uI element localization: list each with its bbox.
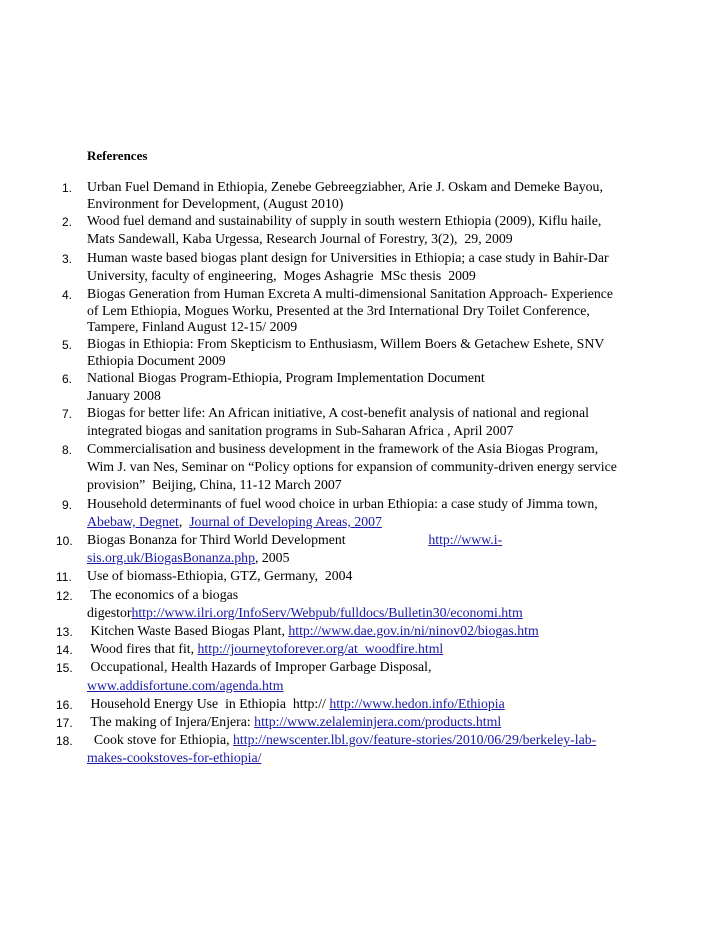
reference-text-run: Ethiopia Document 2009 [87,353,226,369]
reference-number: 8. [62,443,73,458]
reference-line [87,695,687,713]
reference-item [0,285,728,335]
reference-line [87,285,687,303]
reference-link[interactable]: http://journeytoforever.org/at_woodfire.html [197,641,444,657]
reference-link[interactable]: www.addisfortune.com/agenda.htm [87,677,284,693]
reference-line [87,713,687,731]
reference-number: 3. [62,251,73,266]
reference-item [0,178,728,212]
reference-line [87,677,687,695]
reference-number: 11. [56,570,72,585]
reference-line [87,440,687,458]
reference-text-run: integrated biogas and sanitation programs in Sub-Saharan Africa , April 2007 [87,422,514,438]
reference-text-run: digestor [87,604,132,620]
reference-text-run: The making of Injera/Enjera: [87,714,255,730]
reference-number: 4. [62,288,73,303]
reference-text-run: Urban Fuel Demand in Ethiopia, Zenebe Gebreegziabher, Arie J. Oskam and Demeke Bayou, [87,179,603,194]
reference-text [87,335,687,369]
reference-link[interactable]: makes-cookstoves-for-ethiopia/ [87,750,262,766]
reference-item [0,695,728,713]
reference-item [0,249,728,285]
reference-line [87,303,687,319]
reference-number: 2. [62,215,73,230]
reference-text-run: National Biogas Program-Ethiopia, Program Implementation Document [87,370,485,386]
reference-number: 6. [62,372,73,387]
reference-link[interactable]: http://www.ilri.org/InfoServ/Webpub/fulldocs/Bulletin30/economi.htm [131,604,523,620]
reference-text-run: of Lem Ethiopia, Mogues Worku, Presented at the 3rd International Dry Toilet Conference, [87,303,590,319]
reference-item [0,440,728,495]
reference-number: 13. [56,625,73,640]
reference-text-run: Biogas Generation from Human Excreta A multi-dimensional Sanitation Approach- Experience [87,286,614,302]
reference-line [87,249,687,267]
reference-text-run: Cook stove for Ethiopia, [87,732,233,748]
reference-number: 9. [62,497,73,512]
reference-item [0,713,728,731]
reference-text-run: Biogas for better life: An African initiative, A cost-benefit analysis of national and regional [87,404,589,420]
reference-text-run: University, faculty of engineering, Moges Ashagrie MSc thesis 2009 [87,267,476,283]
reference-line [87,731,687,749]
reference-text-run: Biogas Bonanza for Third World Development [87,532,429,548]
reference-link[interactable]: Abebaw, Degnet [87,513,179,529]
reference-line [87,567,687,585]
reference-text-run: provision” Beijing, China, 11-12 March 2007 [87,477,342,493]
reference-text [87,658,687,694]
reference-line [87,369,687,387]
reference-text-run: Commercialisation and business development in the framework of the Asia Biogas Program, [87,441,599,457]
reference-line [87,422,687,440]
reference-text [87,495,687,531]
reference-line [87,178,687,196]
reference-line [87,267,687,285]
reference-text-run: Human waste based biogas plant design for Universities in Ethiopia; a case study in Bahir-Dar [87,249,609,265]
reference-line [87,335,687,353]
reference-text [87,567,687,585]
reference-text-run: Wood fires that fit, [87,641,198,657]
reference-item [0,335,728,369]
reference-line [87,549,687,567]
reference-number: 7. [62,406,73,421]
reference-item [0,495,728,531]
reference-number: 15. [56,661,73,676]
reference-line [87,513,687,531]
reference-item [0,369,728,403]
reference-text-run: Household Energy Use in Ethiopia http:// [87,695,330,711]
reference-link[interactable]: http://www.dae.gov.in/ni/ninov02/biogas.htm [288,623,539,639]
reference-text [87,249,687,285]
reference-text-run: , [178,513,190,529]
references-heading: References [87,148,148,163]
reference-text [87,622,687,640]
reference-text [87,285,687,335]
reference-text [87,440,687,495]
reference-text [87,369,687,403]
reference-item [0,658,728,694]
reference-line [87,476,687,494]
reference-text [87,404,687,440]
reference-item [0,640,728,658]
reference-link[interactable]: Journal of Developing Areas, 2007 [189,513,382,529]
reference-link[interactable]: http://www.hedon.info/Ethiopia [329,695,505,711]
reference-text-run: Wood fuel demand and sustainability of supply in south western Ethiopia (2009), Kiflu haile, [87,213,602,229]
reference-line [87,388,687,404]
reference-text-run: , 2005 [254,550,290,566]
reference-line [87,196,687,212]
reference-number: 12. [56,588,73,603]
reference-line [87,604,687,622]
reference-text [87,586,687,622]
reference-text [87,531,687,567]
reference-text-run: Occupational, Health Hazards of Improper Garbage Disposal, [87,659,432,675]
reference-link[interactable]: http://www.i- [428,532,503,548]
reference-line [87,212,687,230]
reference-item [0,212,728,248]
reference-number: 10. [56,534,73,549]
reference-line [87,640,687,658]
reference-link[interactable]: sis.org.uk/BiogasBonanza.php [87,550,255,566]
reference-text-run: Household determinants of fuel wood choice in urban Ethiopia: a case study of Jimma town, [87,495,598,511]
reference-line [87,658,687,676]
reference-text-run: Kitchen Waste Based Biogas Plant, [87,623,289,639]
reference-link[interactable]: http://newscenter.lbl.gov/feature-stories/2010/06/29/berkeley-lab- [233,732,597,748]
reference-text [87,695,687,713]
reference-item [0,586,728,622]
reference-item [0,567,728,585]
reference-line [87,319,687,335]
reference-number: 5. [62,338,73,353]
reference-line [87,458,687,476]
reference-text-run: Use of biomass-Ethiopia, GTZ, Germany, 2004 [87,568,353,584]
reference-text-run: Mats Sandewall, Kaba Urgessa, Research Journal of Forestry, 3(2), 29, 2009 [87,231,513,247]
reference-line [87,230,687,248]
reference-line [87,586,687,604]
reference-text-run: Biogas in Ethiopia: From Skepticism to Enthusiasm, Willem Boers & Getachew Eshete, SNV [87,336,605,352]
reference-number: 16. [56,697,73,712]
reference-number: 18. [56,734,73,749]
reference-number: 17. [56,716,73,731]
reference-item [0,531,728,567]
reference-text [87,713,687,731]
reference-line [87,531,687,549]
reference-text-run: The economics of a biogas [87,586,239,602]
reference-text-run: Tampere, Finland August 12-15/ 2009 [87,319,298,335]
reference-text-run: Wim J. van Nes, Seminar on “Policy options for expansion of community-driven energy service [87,459,617,475]
reference-text [87,640,687,658]
reference-text-run: January 2008 [87,387,161,403]
reference-line [87,404,687,422]
reference-link[interactable]: http://www.zelaleminjera.com/products.html [254,714,502,730]
reference-line [87,495,687,513]
reference-text [87,178,687,212]
reference-text [87,212,687,248]
reference-text [87,731,687,767]
reference-list [0,178,728,768]
reference-line [87,353,687,369]
reference-text-run: Environment for Development, (August 2010) [87,196,344,212]
reference-item [0,404,728,440]
reference-item [0,731,728,767]
reference-line [87,622,687,640]
reference-line [87,749,687,767]
reference-number: 14. [56,643,73,658]
reference-number: 1. [62,181,73,195]
reference-item [0,622,728,640]
